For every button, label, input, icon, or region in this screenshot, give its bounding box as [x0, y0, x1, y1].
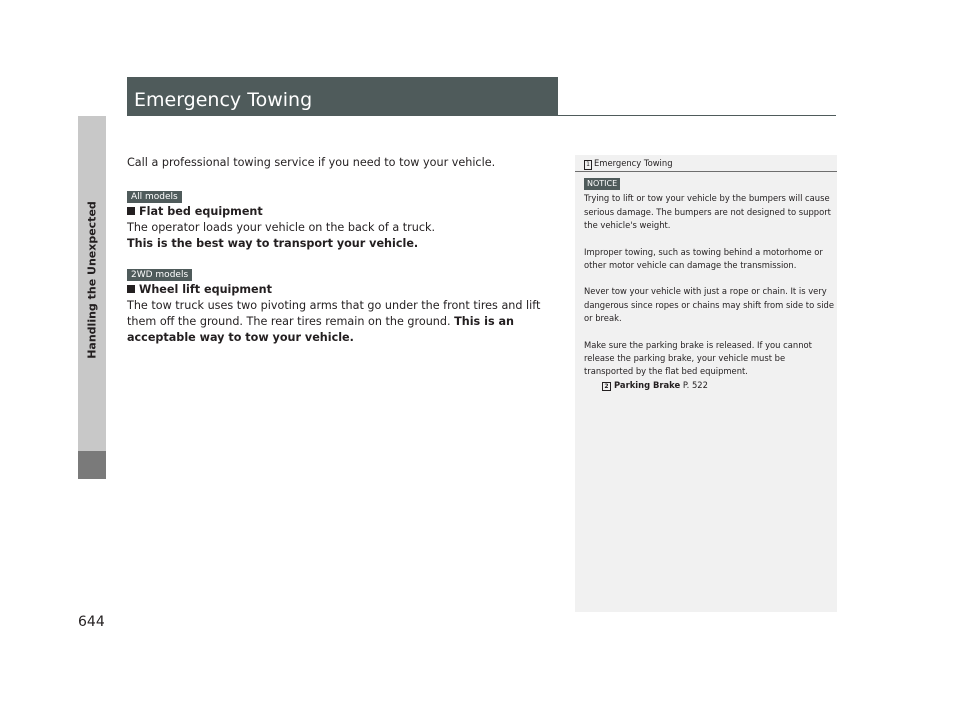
- section-text: The operator loads your vehicle on the back of a truck.: [127, 221, 436, 234]
- section-bold-text: This is the best way to transport your vehicle.: [127, 237, 419, 250]
- page-number: 644: [78, 614, 105, 630]
- sidebar-paragraph: Improper towing, such as towing behind a motorhome or other motor vehicle can damage the transmission.: [584, 246, 823, 271]
- cross-reference-arrow-icon: 2: [602, 382, 611, 391]
- notice-badge: NOTICE: [584, 178, 620, 190]
- xref-page: P. 522: [682, 379, 708, 390]
- section-bold-text: This is an acceptable way to tow your vehicle.: [127, 315, 515, 344]
- note-marker-icon: 1: [584, 160, 592, 170]
- intro-text: Call a professional towing service if you need to tow your vehicle.: [127, 156, 496, 169]
- sidebar-rule: [575, 171, 837, 172]
- section-wheel-lift: [127, 266, 559, 346]
- square-bullet-icon: [127, 207, 135, 215]
- sidebar-paragraph: Make sure the parking brake is released. If you cannot release the parking brake, your vehicle must be transported by the flat bed equipment.: [584, 339, 812, 377]
- square-bullet-icon: [127, 285, 135, 293]
- xref-title: Parking Brake: [614, 379, 681, 390]
- sidebar-paragraph: Never tow your vehicle with just a rope or chain. It is very dangerous since ropes or chains may shift from side to side or break.: [584, 286, 835, 324]
- sidebar-content: [584, 157, 836, 392]
- section-text: The tow truck uses two pivoting arms that go under the front tires and lift them off the ground. The rear tires remain on the ground.: [127, 299, 541, 328]
- section-heading: [127, 282, 559, 298]
- section-heading-text: Flat bed equipment: [139, 205, 263, 218]
- notice-text: Trying to lift or tow your vehicle by the bumpers will cause serious damage. The bumpers are not designed to support the vehicle's weight.: [584, 193, 831, 231]
- section-heading-text: Wheel lift equipment: [139, 283, 272, 296]
- main-content: [127, 155, 559, 346]
- sidebar-title: [584, 157, 836, 170]
- section-heading: [127, 204, 559, 220]
- sidebar-title-text: Emergency Towing: [594, 158, 673, 168]
- side-chapter-label: Handling the Unexpected: [85, 201, 99, 359]
- sidebar-note: [575, 155, 837, 612]
- title-rule: [127, 115, 836, 116]
- parking-brake-link[interactable]: [602, 379, 836, 392]
- model-badge: All models: [127, 191, 182, 203]
- side-tab-active-marker: [78, 451, 106, 479]
- section-flat-bed: [127, 188, 559, 252]
- model-badge: 2WD models: [127, 269, 192, 281]
- section-text-block: [127, 298, 559, 346]
- page-title: Emergency Towing: [134, 89, 313, 111]
